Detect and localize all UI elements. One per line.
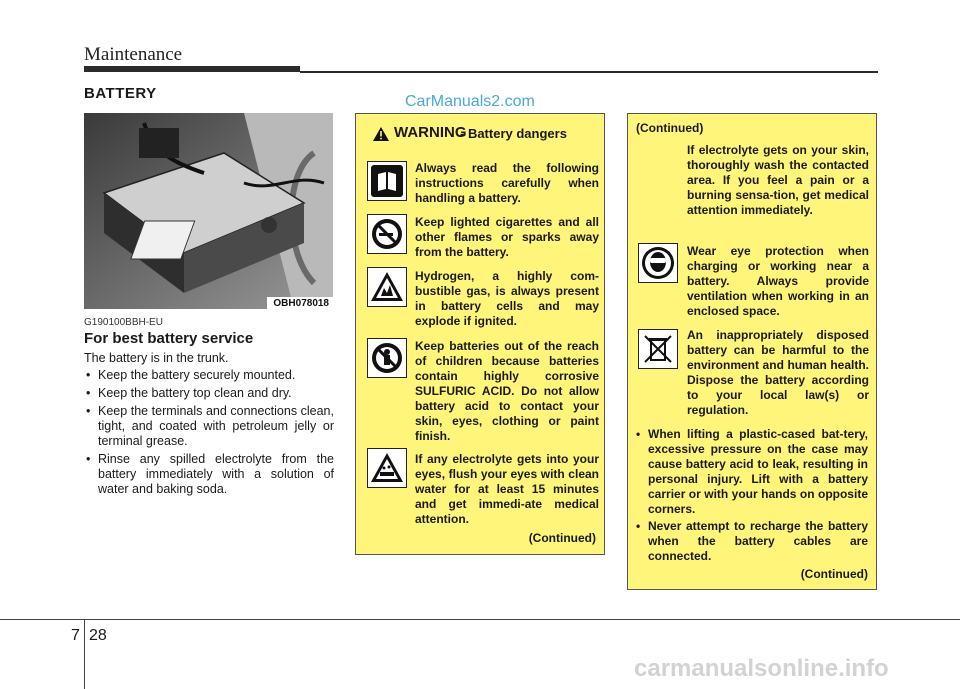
list-item: • Keep the battery securely mounted. xyxy=(84,368,334,383)
section-title: BATTERY xyxy=(84,85,157,102)
warning-text-8: An inappropriately disposed battery can be harmful to the environment and human health. Dispose the battery according to your local law(s) or regulation. xyxy=(687,328,869,417)
warning-text-3: Hydrogen, a highly com-bustible gas, is always present in battery cells and may explode if ignited. xyxy=(415,269,599,328)
warning-title: WARNING xyxy=(394,124,467,141)
warning-text-7: Wear eye protection when charging or working near a battery. Always provide ventilation when working in an enclosed space. xyxy=(687,244,869,318)
battery-illustration xyxy=(84,113,333,309)
intro-text: The battery is in the trunk. xyxy=(84,351,229,365)
warning-triangle-icon xyxy=(372,126,390,142)
header-bar xyxy=(84,66,300,72)
watermark-bottom: carmanualsonline.info xyxy=(634,655,889,682)
sub-heading: For best battery service xyxy=(84,330,254,347)
continued-label: (Continued) xyxy=(528,531,596,545)
warning-text-4: Keep batteries out of the reach of children because batteries contain highly corrosive SULFURIC ACID. Do not allow battery acid to contact your skin, eyes, clothing or paint finish. xyxy=(415,339,599,443)
warning-box-continued xyxy=(627,113,877,590)
no-smoking-icon xyxy=(367,214,407,254)
acid-corrosion-icon xyxy=(367,448,407,488)
section-code: G190100BBH-EU xyxy=(84,317,163,328)
header-rule xyxy=(300,71,878,73)
list-item: • When lifting a plastic-cased bat-tery, excessive pressure on the case may cause battery acid to leak, resulting in personal injury. Lift with a battery carrier or with your hands on opposite corners. xyxy=(636,427,868,517)
battery-tips-list xyxy=(84,368,334,500)
battery-photo xyxy=(84,113,333,309)
read-manual-icon xyxy=(367,161,407,201)
page-header-title: Maintenance xyxy=(84,44,183,65)
warning-text-2: Keep lighted cigarettes and all other flames or sparks away from the battery. xyxy=(415,215,599,259)
right-warning-list xyxy=(636,427,868,566)
continued-label-bottom: (Continued) xyxy=(800,567,868,581)
list-item: • Keep the terminals and connections clean, tight, and coated with petroleum jelly or terminal grease. xyxy=(84,404,334,449)
warning-text-1: Always read the following instructions carefully when handling a battery. xyxy=(415,161,599,205)
footer-rule xyxy=(0,619,960,620)
warning-text-5: If any electrolyte gets into your eyes, flush your eyes with clean water for at least 15 minutes and get immedi-ate medical attention. xyxy=(415,452,599,526)
explosion-hazard-icon xyxy=(367,267,407,307)
keep-children-away-icon xyxy=(367,338,407,378)
list-item: • Never attempt to recharge the battery when the battery cables are connected. xyxy=(636,519,868,564)
list-item: • Keep the battery top clean and dry. xyxy=(84,386,334,401)
chapter-number: 7 xyxy=(71,627,80,644)
photo-code-label: OBH078018 xyxy=(267,297,333,309)
eye-protection-icon xyxy=(638,243,678,283)
footer-divider xyxy=(84,620,85,689)
continued-label-top: (Continued) xyxy=(636,121,704,135)
warning-subtitle: - Battery dangers xyxy=(460,126,567,141)
page-number: 28 xyxy=(89,627,107,644)
disposal-bin-icon xyxy=(638,329,678,369)
list-item: • Rinse any spilled electrolyte from the battery immediately with a solution of water and baking soda. xyxy=(84,452,334,497)
warning-box xyxy=(355,113,605,555)
warning-text-6: If electrolyte gets on your skin, thoroughly wash the contacted area. If you feel a pain or a burning sensa-tion, get medical attention immediately. xyxy=(687,143,869,217)
watermark-top: CarManuals2.com xyxy=(405,93,535,110)
